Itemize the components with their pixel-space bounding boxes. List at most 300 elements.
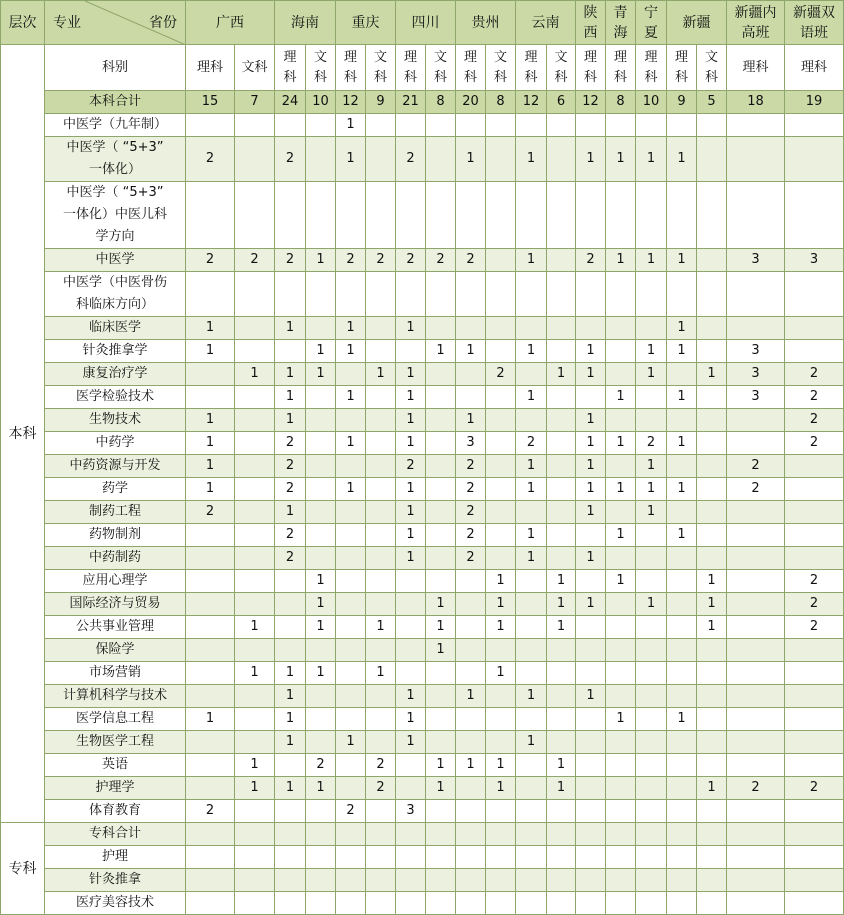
quota-cell <box>636 846 667 869</box>
quota-cell <box>727 182 785 249</box>
quota-cell <box>636 272 667 317</box>
quota-cell: 1 <box>396 731 426 754</box>
quota-cell <box>366 455 396 478</box>
province-header-cell: 宁 夏 <box>636 1 667 45</box>
quota-cell <box>235 340 275 363</box>
quota-cell: 1 <box>636 340 667 363</box>
quota-cell: 2 <box>396 249 426 272</box>
quota-cell <box>576 317 606 340</box>
quota-cell <box>456 892 486 915</box>
quota-cell <box>697 754 727 777</box>
quota-cell <box>606 685 636 708</box>
quota-cell: 2 <box>366 249 396 272</box>
quota-cell <box>426 685 456 708</box>
quota-cell <box>235 137 275 182</box>
quota-cell <box>576 639 606 662</box>
subject-header-cell: 理 科 <box>606 45 636 91</box>
quota-cell <box>456 662 486 685</box>
quota-cell <box>516 114 547 137</box>
quota-cell: 1 <box>606 524 636 547</box>
quota-cell <box>396 182 426 249</box>
subject-header-cell: 理 科 <box>516 45 547 91</box>
quota-cell <box>727 823 785 846</box>
quota-cell <box>336 708 366 731</box>
province-header-cell: 新疆双 语班 <box>785 1 844 45</box>
quota-cell <box>667 455 697 478</box>
quota-cell <box>235 685 275 708</box>
quota-cell: 9 <box>667 91 697 114</box>
quota-cell: 2 <box>275 137 306 182</box>
table-row <box>1 777 844 800</box>
quota-cell <box>667 570 697 593</box>
quota-cell <box>275 892 306 915</box>
quota-cell <box>456 823 486 846</box>
quota-cell: 19 <box>785 91 844 114</box>
quota-cell: 1 <box>697 777 727 800</box>
major-name-cell: 生物技术 <box>45 409 186 432</box>
quota-cell: 1 <box>275 685 306 708</box>
quota-cell <box>486 455 516 478</box>
quota-cell: 1 <box>336 478 366 501</box>
quota-cell <box>186 731 235 754</box>
quota-cell: 12 <box>336 91 366 114</box>
quota-cell: 21 <box>396 91 426 114</box>
subject-header-cell: 文 科 <box>426 45 456 91</box>
quota-cell <box>606 455 636 478</box>
quota-cell <box>426 409 456 432</box>
quota-cell: 8 <box>606 91 636 114</box>
quota-cell <box>306 409 336 432</box>
quota-cell <box>667 114 697 137</box>
quota-cell <box>456 272 486 317</box>
quota-cell: 1 <box>547 754 576 777</box>
quota-cell <box>456 639 486 662</box>
quota-cell: 1 <box>456 685 486 708</box>
quota-cell <box>697 800 727 823</box>
quota-cell <box>426 731 456 754</box>
quota-cell <box>306 272 336 317</box>
subject-header-cell: 理 科 <box>336 45 366 91</box>
quota-cell: 2 <box>456 249 486 272</box>
province-header-cell: 新疆 <box>667 1 727 45</box>
quota-cell: 2 <box>186 137 235 182</box>
quota-cell: 1 <box>456 340 486 363</box>
major-name-cell: 临床医学 <box>45 317 186 340</box>
quota-cell <box>516 593 547 616</box>
quota-cell: 1 <box>697 593 727 616</box>
quota-cell <box>186 616 235 639</box>
quota-cell <box>785 639 844 662</box>
quota-cell: 1 <box>336 317 366 340</box>
subject-header-cell: 文 科 <box>306 45 336 91</box>
quota-cell <box>727 524 785 547</box>
quota-cell: 1 <box>396 409 426 432</box>
quota-cell: 1 <box>275 317 306 340</box>
quota-cell <box>235 593 275 616</box>
quota-cell: 12 <box>516 91 547 114</box>
quota-cell <box>486 386 516 409</box>
quota-cell <box>366 593 396 616</box>
quota-cell <box>336 754 366 777</box>
quota-cell: 1 <box>576 685 606 708</box>
quota-cell <box>785 662 844 685</box>
quota-cell <box>336 524 366 547</box>
quota-cell <box>547 708 576 731</box>
quota-cell <box>275 114 306 137</box>
quota-cell: 1 <box>636 455 667 478</box>
quota-cell <box>235 708 275 731</box>
quota-cell: 1 <box>667 249 697 272</box>
quota-cell <box>366 182 396 249</box>
major-name-cell: 公共事业管理 <box>45 616 186 639</box>
quota-cell <box>697 685 727 708</box>
quota-cell <box>275 570 306 593</box>
quota-cell <box>486 846 516 869</box>
quota-cell <box>606 317 636 340</box>
quota-cell <box>366 708 396 731</box>
major-name-cell: 制药工程 <box>45 501 186 524</box>
major-name-cell: 医疗美容技术 <box>45 892 186 915</box>
quota-cell: 2 <box>785 777 844 800</box>
quota-cell <box>396 340 426 363</box>
quota-cell: 1 <box>486 777 516 800</box>
quota-cell: 1 <box>275 501 306 524</box>
quota-cell <box>785 501 844 524</box>
quota-cell <box>486 137 516 182</box>
quota-cell <box>396 570 426 593</box>
quota-cell <box>727 570 785 593</box>
quota-cell: 1 <box>516 478 547 501</box>
quota-cell <box>456 386 486 409</box>
quota-cell: 1 <box>306 340 336 363</box>
quota-cell <box>306 455 336 478</box>
quota-cell: 1 <box>306 616 336 639</box>
quota-cell <box>667 731 697 754</box>
quota-cell: 2 <box>456 455 486 478</box>
quota-cell: 1 <box>306 593 336 616</box>
subject-header-cell: 理科 <box>186 45 235 91</box>
quota-cell <box>275 272 306 317</box>
quota-cell <box>426 455 456 478</box>
quota-cell: 1 <box>186 317 235 340</box>
table-row <box>1 846 844 869</box>
quota-cell <box>456 846 486 869</box>
quota-cell <box>306 731 336 754</box>
quota-cell <box>366 432 396 455</box>
quota-cell <box>697 869 727 892</box>
quota-cell <box>366 137 396 182</box>
province-header-cell: 广西 <box>186 1 275 45</box>
level-cell-benke: 本科 <box>1 45 45 823</box>
quota-cell <box>606 846 636 869</box>
quota-cell <box>486 708 516 731</box>
quota-cell <box>727 317 785 340</box>
quota-cell: 2 <box>275 249 306 272</box>
quota-cell <box>426 386 456 409</box>
quota-cell: 1 <box>697 363 727 386</box>
quota-cell <box>727 547 785 570</box>
major-name-cell: 国际经济与贸易 <box>45 593 186 616</box>
quota-cell: 1 <box>366 616 396 639</box>
quota-cell: 15 <box>186 91 235 114</box>
quota-cell: 7 <box>235 91 275 114</box>
quota-cell: 1 <box>486 570 516 593</box>
quota-cell: 1 <box>306 249 336 272</box>
quota-cell <box>456 593 486 616</box>
quota-cell <box>306 708 336 731</box>
table-row <box>1 869 844 892</box>
quota-cell <box>306 892 336 915</box>
quota-cell <box>606 501 636 524</box>
quota-cell: 1 <box>275 386 306 409</box>
table-row <box>1 892 844 915</box>
quota-cell: 18 <box>727 91 785 114</box>
quota-cell <box>667 869 697 892</box>
quota-cell: 2 <box>275 432 306 455</box>
quota-cell <box>576 662 606 685</box>
quota-cell: 1 <box>426 593 456 616</box>
quota-cell: 1 <box>697 570 727 593</box>
table-row <box>1 547 844 570</box>
major-header: 专业 <box>53 15 81 31</box>
major-name-cell: 针灸推拿学 <box>45 340 186 363</box>
quota-cell <box>186 639 235 662</box>
quota-cell <box>636 547 667 570</box>
quota-cell: 1 <box>516 386 547 409</box>
quota-cell <box>727 846 785 869</box>
quota-cell <box>516 639 547 662</box>
quota-cell: 1 <box>336 432 366 455</box>
quota-cell: 1 <box>275 708 306 731</box>
quota-cell: 1 <box>426 754 456 777</box>
quota-cell <box>275 593 306 616</box>
major-name-cell: 市场营销 <box>45 662 186 685</box>
quota-cell: 10 <box>306 91 336 114</box>
quota-cell <box>516 182 547 249</box>
quota-cell: 2 <box>396 137 426 182</box>
quota-cell <box>576 731 606 754</box>
quota-cell: 2 <box>486 363 516 386</box>
quota-cell: 2 <box>785 363 844 386</box>
major-name-cell: 中医学（ “5+3” 一体化）中医儿科 学方向 <box>45 182 186 249</box>
quota-cell <box>547 800 576 823</box>
quota-cell: 1 <box>636 249 667 272</box>
quota-cell <box>275 846 306 869</box>
quota-cell <box>606 593 636 616</box>
quota-cell: 1 <box>235 777 275 800</box>
quota-cell: 2 <box>186 249 235 272</box>
quota-cell <box>275 800 306 823</box>
quota-cell <box>547 662 576 685</box>
subject-header-row <box>1 45 844 91</box>
quota-cell <box>306 137 336 182</box>
quota-cell <box>486 547 516 570</box>
quota-cell <box>727 432 785 455</box>
quota-cell <box>336 455 366 478</box>
quota-cell: 1 <box>636 137 667 182</box>
quota-cell: 10 <box>636 91 667 114</box>
quota-cell <box>667 823 697 846</box>
quota-cell <box>486 432 516 455</box>
quota-cell <box>456 363 486 386</box>
table-row <box>1 340 844 363</box>
quota-cell: 8 <box>486 91 516 114</box>
quota-cell <box>336 182 366 249</box>
quota-cell <box>727 501 785 524</box>
table-row <box>1 455 844 478</box>
quota-cell <box>486 501 516 524</box>
quota-cell <box>306 386 336 409</box>
quota-cell <box>636 892 667 915</box>
quota-cell <box>426 363 456 386</box>
major-name-cell: 生物医学工程 <box>45 731 186 754</box>
level-cell-zhuanke: 专科 <box>1 823 45 915</box>
quota-cell <box>456 182 486 249</box>
quota-cell: 1 <box>547 570 576 593</box>
subject-header-cell: 理 科 <box>667 45 697 91</box>
quota-cell <box>516 754 547 777</box>
subject-header-cell: 文科 <box>235 45 275 91</box>
quota-cell: 2 <box>636 432 667 455</box>
quota-cell <box>336 869 366 892</box>
quota-cell <box>547 823 576 846</box>
quota-cell <box>486 272 516 317</box>
table-row <box>1 91 844 114</box>
major-name-cell: 针灸推拿 <box>45 869 186 892</box>
quota-cell <box>516 501 547 524</box>
province-header: 省份 <box>149 15 177 31</box>
quota-cell: 1 <box>516 547 547 570</box>
quota-cell <box>576 823 606 846</box>
quota-cell <box>486 892 516 915</box>
quota-cell: 2 <box>275 478 306 501</box>
quota-cell: 1 <box>366 363 396 386</box>
quota-cell <box>576 524 606 547</box>
quota-cell <box>697 455 727 478</box>
quota-cell <box>366 409 396 432</box>
quota-cell: 1 <box>186 708 235 731</box>
quota-cell <box>636 708 667 731</box>
quota-cell: 1 <box>516 524 547 547</box>
quota-cell <box>785 846 844 869</box>
quota-cell <box>486 409 516 432</box>
quota-cell <box>396 593 426 616</box>
quota-cell <box>516 409 547 432</box>
quota-cell <box>456 317 486 340</box>
quota-cell <box>667 409 697 432</box>
quota-cell <box>667 182 697 249</box>
quota-cell <box>606 800 636 823</box>
quota-cell <box>336 892 366 915</box>
quota-cell <box>667 639 697 662</box>
quota-cell <box>667 501 697 524</box>
major-name-cell: 中药资源与开发 <box>45 455 186 478</box>
major-name-cell: 中医学（ “5+3” 一体化） <box>45 137 186 182</box>
quota-cell <box>366 524 396 547</box>
subject-header-cell: 理 科 <box>275 45 306 91</box>
quota-cell: 1 <box>456 754 486 777</box>
quota-cell <box>667 777 697 800</box>
quota-cell <box>606 777 636 800</box>
quota-cell <box>667 272 697 317</box>
quota-cell <box>486 800 516 823</box>
quota-cell: 1 <box>667 708 697 731</box>
quota-cell: 1 <box>667 432 697 455</box>
quota-cell <box>785 317 844 340</box>
quota-cell <box>547 137 576 182</box>
quota-cell <box>456 114 486 137</box>
quota-cell: 1 <box>547 616 576 639</box>
quota-cell <box>396 114 426 137</box>
quota-cell <box>336 639 366 662</box>
quota-cell: 1 <box>516 685 547 708</box>
quota-cell <box>396 823 426 846</box>
quota-cell <box>576 869 606 892</box>
quota-cell <box>727 708 785 731</box>
table-row <box>1 570 844 593</box>
quota-cell: 1 <box>576 547 606 570</box>
quota-cell: 2 <box>727 777 785 800</box>
quota-cell <box>306 547 336 570</box>
quota-cell: 3 <box>396 800 426 823</box>
quota-cell <box>785 823 844 846</box>
quota-cell: 1 <box>486 662 516 685</box>
quota-cell <box>606 892 636 915</box>
quota-cell <box>636 869 667 892</box>
quota-cell <box>366 547 396 570</box>
quota-cell: 2 <box>275 455 306 478</box>
quota-cell <box>366 386 396 409</box>
quota-cell <box>235 869 275 892</box>
province-header-cell: 海南 <box>275 1 336 45</box>
quota-cell: 1 <box>606 386 636 409</box>
quota-cell: 2 <box>396 455 426 478</box>
quota-cell <box>785 685 844 708</box>
quota-cell <box>486 524 516 547</box>
table-row <box>1 593 844 616</box>
quota-cell <box>606 662 636 685</box>
quota-cell <box>547 317 576 340</box>
quota-cell <box>547 639 576 662</box>
quota-cell <box>606 363 636 386</box>
table-row <box>1 182 844 249</box>
quota-cell <box>186 363 235 386</box>
quota-cell <box>275 616 306 639</box>
quota-cell <box>486 249 516 272</box>
quota-cell <box>426 708 456 731</box>
quota-cell <box>486 685 516 708</box>
quota-cell: 1 <box>606 708 636 731</box>
quota-cell <box>697 317 727 340</box>
quota-cell: 1 <box>667 137 697 182</box>
quota-cell <box>697 340 727 363</box>
quota-cell <box>606 272 636 317</box>
quota-cell: 5 <box>697 91 727 114</box>
quota-cell: 2 <box>456 524 486 547</box>
quota-cell <box>235 455 275 478</box>
quota-cell <box>606 639 636 662</box>
quota-cell: 1 <box>606 432 636 455</box>
quota-cell: 1 <box>606 249 636 272</box>
quota-cell <box>636 754 667 777</box>
quota-cell <box>275 340 306 363</box>
quota-cell <box>275 869 306 892</box>
quota-cell: 1 <box>336 114 366 137</box>
quota-cell: 1 <box>576 409 606 432</box>
quota-cell: 1 <box>186 455 235 478</box>
quota-cell <box>426 114 456 137</box>
quota-cell <box>516 272 547 317</box>
